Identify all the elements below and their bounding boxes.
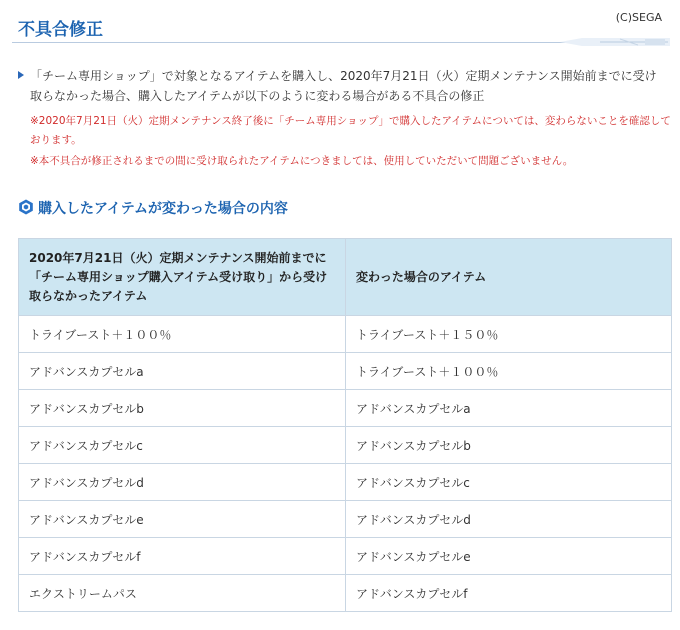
original-item-cell: アドバンスカプセルc [19,427,346,464]
changed-item-cell: アドバンスカプセルd [346,501,672,538]
copyright-text: (C)SEGA [615,11,662,24]
table-header-row [19,239,672,316]
item-change-table [18,238,672,612]
table-row [19,501,672,538]
column-header-original-item: 2020年7月21日（火）定期メンテナンス開始前までに「チーム専用ショップ購入アイテム受け取り」から受け取らなかったアイテム [19,239,346,316]
description [18,66,668,106]
table-row [19,575,672,612]
original-item-cell: エクストリームパス [19,575,346,612]
changed-item-cell: トライブースト＋１５０％ [346,316,672,353]
triangle-bullet-icon [18,71,24,79]
table-row [19,353,672,390]
section-heading [18,198,288,218]
note-unaffected: ※2020年7月21日（火）定期メンテナンス終了後に「チーム専用ショップ」で購入したアイテムについては、変わらないことを確認しております。 [30,115,671,146]
changed-item-cell: トライブースト＋１００％ [346,353,672,390]
divider-accent-icon [560,36,670,48]
column-header-changed-item: 変わった場合のアイテム [346,239,672,316]
table-row [19,316,672,353]
changed-item-cell: アドバンスカプセルa [346,390,672,427]
note-usage-ok: ※本不具合が修正されるまでの間に受け取られたアイテムにつきましては、使用していただいて問題ございません。 [30,155,574,167]
original-item-cell: アドバンスカプセルa [19,353,346,390]
table-row [19,538,672,575]
table-row [19,464,672,501]
changed-item-cell: アドバンスカプセルc [346,464,672,501]
page-title: 不具合修正 [18,20,103,40]
original-item-cell: アドバンスカプセルe [19,501,346,538]
original-item-cell: アドバンスカプセルd [19,464,346,501]
table-row [19,427,672,464]
table-row [19,390,672,427]
section-title: 購入したアイテムが変わった場合の内容 [38,201,288,217]
original-item-cell: アドバンスカプセルf [19,538,346,575]
hexagon-icon [18,199,34,215]
changed-item-cell: アドバンスカプセルe [346,538,672,575]
changed-item-cell: アドバンスカプセルb [346,427,672,464]
changed-item-cell: アドバンスカプセルf [346,575,672,612]
original-item-cell: アドバンスカプセルb [19,390,346,427]
original-item-cell: トライブースト＋１００％ [19,316,346,353]
description-text: 「チーム専用ショップ」で対象となるアイテムを購入し、2020年7月21日（火）定期メンテナンス開始前までに受け取らなかった場合、購入したアイテムが以下のように変わる場合がある不具合の修正 [30,69,657,103]
